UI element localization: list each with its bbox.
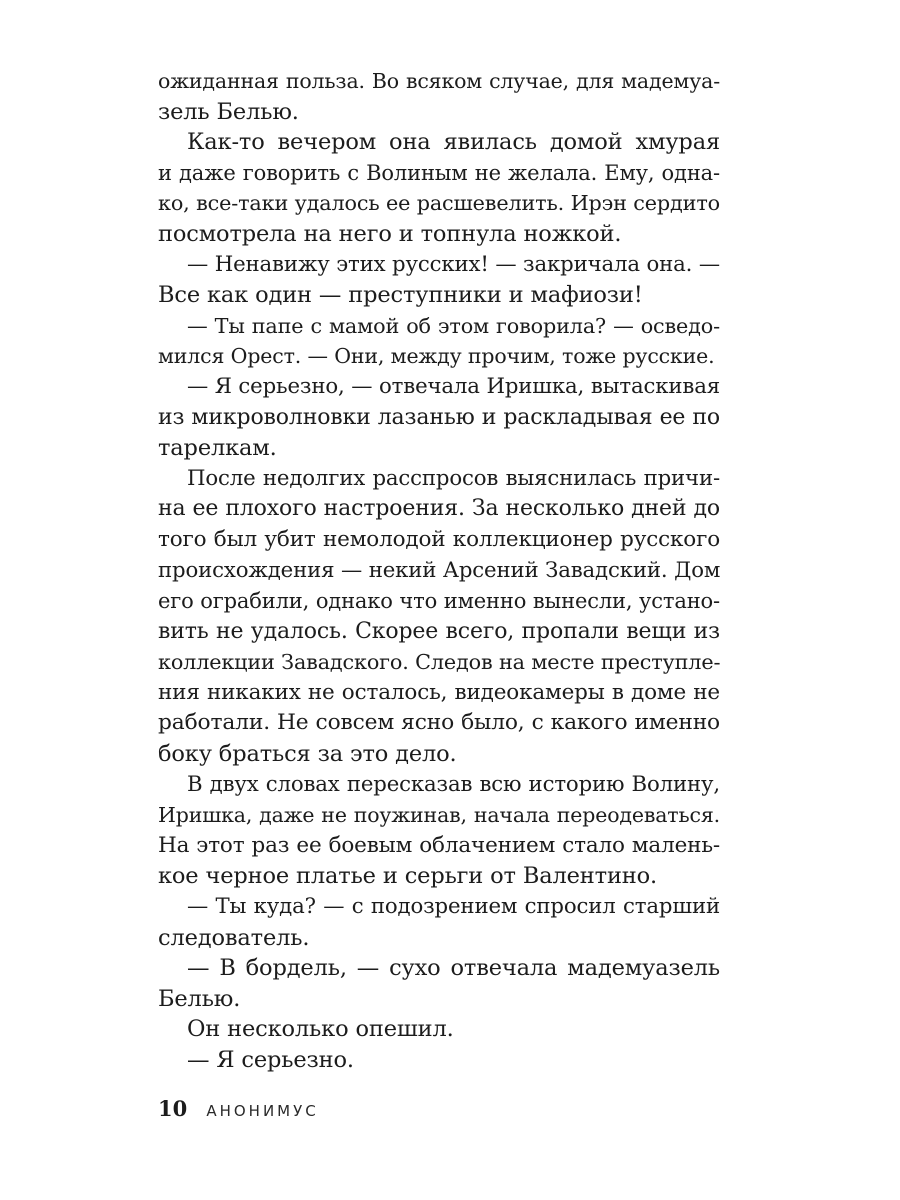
text-line: ожиданная польза. Во всяком случае, для мадемуа- <box>158 69 720 93</box>
text-line: мился Орест. — Они, между прочим, тоже русские. <box>158 344 715 369</box>
text-line: зель Белью. <box>158 98 299 125</box>
body-text <box>158 66 720 1076</box>
text-line: На этот раз ее боевым облачением стало малень- <box>158 832 720 858</box>
text-line: Он несколько опешил. <box>187 1016 454 1043</box>
text-line: Все как один — преступники и мафиози! <box>158 282 643 309</box>
text-line: В двух словах пересказав всю историю Волину, <box>187 771 720 797</box>
text-line: Как-то вечером она явилась домой хмурая <box>187 129 720 156</box>
text-line: — Ты куда? — с подозрением спросил старший <box>187 894 720 920</box>
text-line: и даже говорить с Волиным не желала. Ему, одна- <box>158 160 720 185</box>
page-footer <box>158 1093 319 1125</box>
text-line: работали. Не совсем ясно было, с какого именно <box>158 710 720 736</box>
text-line: — В бордель, — сухо отвечала мадемуазель <box>187 955 720 982</box>
text-line: кое черное платье и серьги от Валентино. <box>158 863 658 890</box>
text-line: ко, все-таки удалось ее расшевелить. Ирэн сердито <box>158 191 720 216</box>
text-line: Белью. <box>158 985 241 1012</box>
text-line: После недолгих расспросов выяснилась причи- <box>187 465 720 491</box>
text-line: — Я серьезно, — отвечала Иришка, вытаскивая <box>187 373 720 399</box>
text-line: из микроволновки лазанью и раскладывая ее по <box>158 404 720 430</box>
text-line: ния никаких не осталось, видеокамеры в доме не <box>158 679 720 705</box>
text-line: коллекции Завадского. Следов на месте преступле- <box>158 650 721 675</box>
text-line: боку браться за это дело. <box>158 741 457 768</box>
text-line: его ограбили, однако что именно вынесли, устано- <box>158 589 720 614</box>
text-line: того был убит немолодой коллекционер русского <box>158 526 720 552</box>
text-line: — Я серьезно. <box>187 1047 354 1073</box>
text-line: посмотрела на него и топнула ножкой. <box>158 220 622 247</box>
text-line: Иришка, даже не поужинав, начала переодеваться. <box>158 803 720 828</box>
text-line: следователь. <box>158 924 310 951</box>
running-head: АНОНИМУС <box>206 1102 319 1120</box>
page-number: 10 <box>158 1096 188 1121</box>
text-line: тарелкам. <box>158 435 277 462</box>
text-line: — Ты папе с мамой об этом говорила? — осведо- <box>187 313 720 338</box>
text-line: на ее плохого настроения. За несколько дней до <box>158 496 720 522</box>
text-line: вить не удалось. Скорее всего, пропали вещи из <box>158 618 720 644</box>
text-line: происхождения — некий Арсений Завадский. Дом <box>158 557 721 583</box>
text-line: — Ненавижу этих русских! — закричала она. — <box>187 251 720 277</box>
